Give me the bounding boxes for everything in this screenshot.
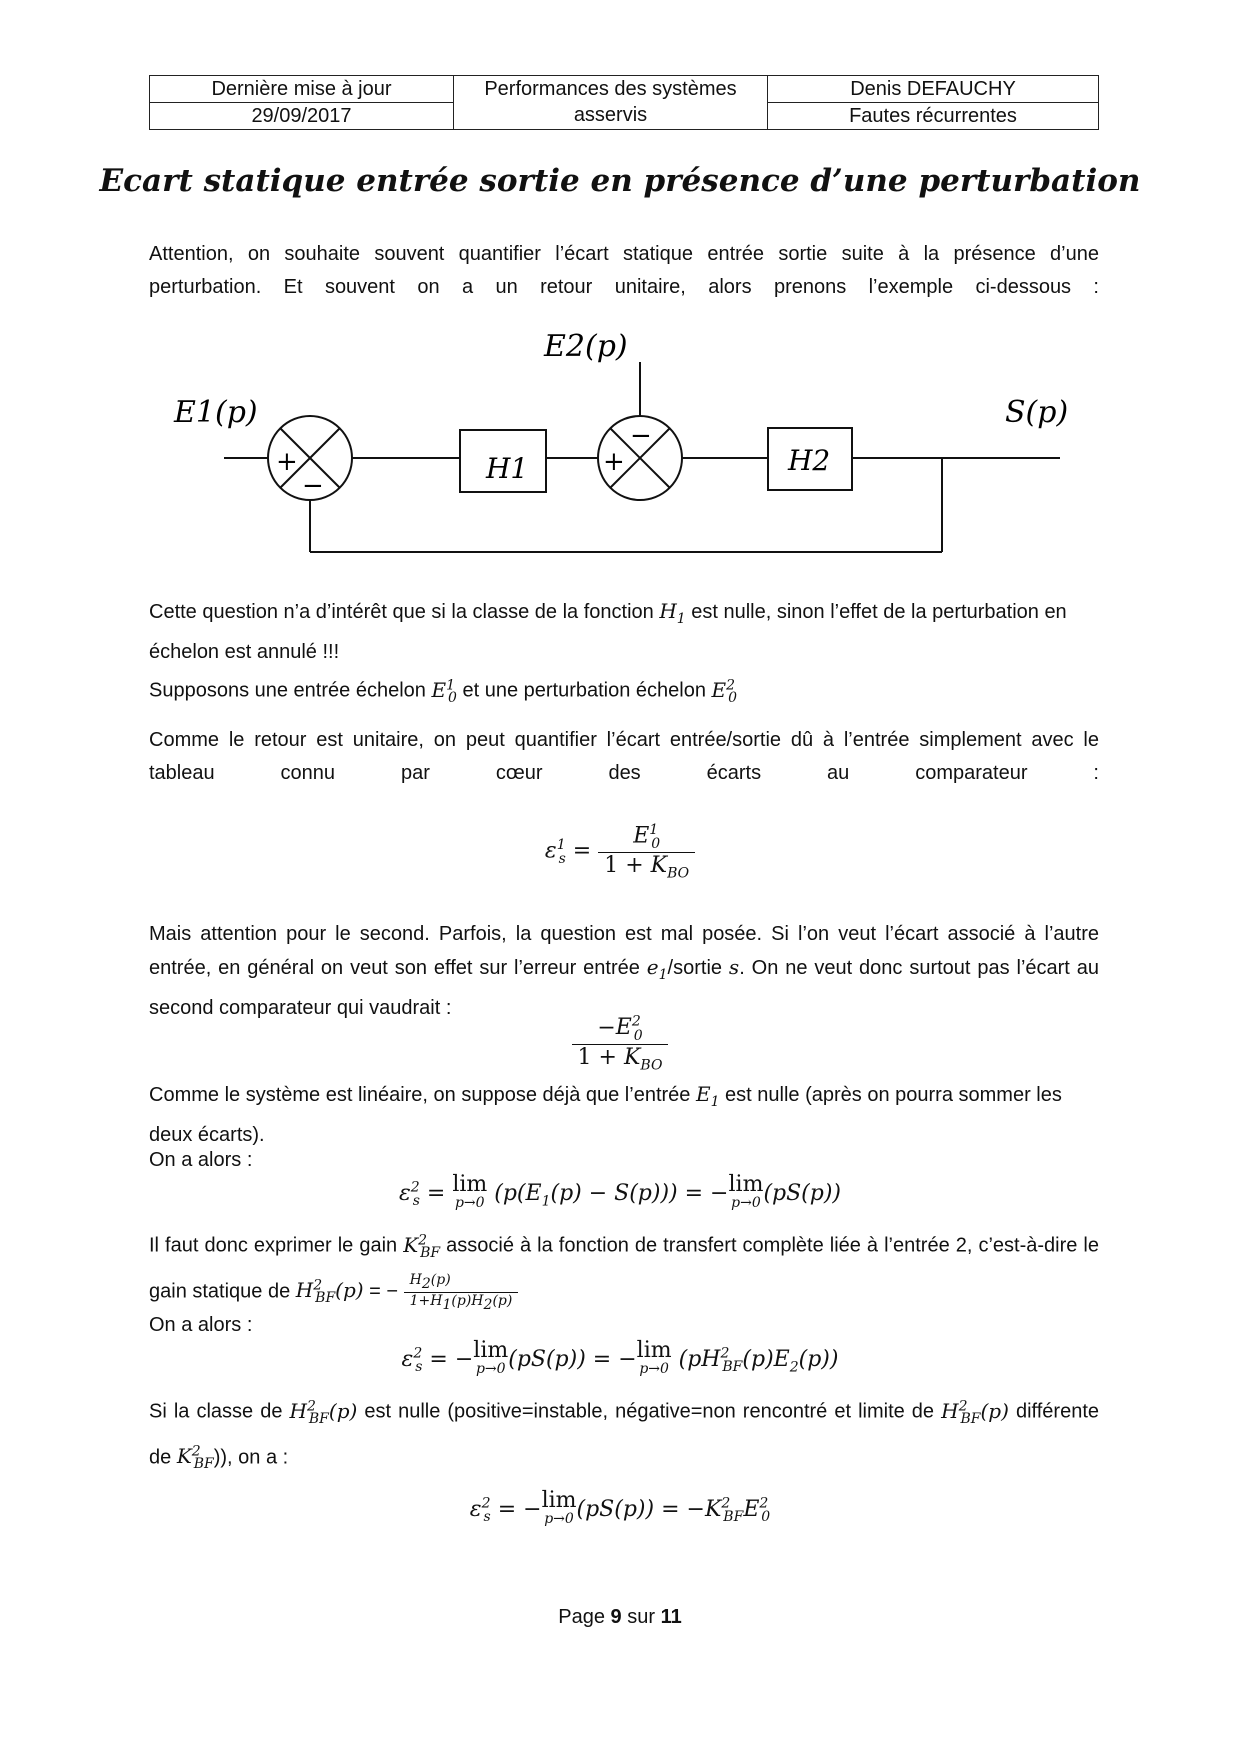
block2-label: H2 — [788, 444, 831, 477]
sum1-plus: + — [276, 447, 298, 477]
class-paragraph: Cette question n’a d’intérêt que si la classe de la fonction $H_1$ est nulle, sinon l’effet de la perturbation en échelon est annulé !!! Supposons une entrée échelon $E^1_0$ et une perturbation échelon $E^2_0$ — [149, 599, 1067, 706]
on-a-alors-2: On a alors : — [149, 1314, 253, 1336]
second-input-paragraph: Mais attention pour le second. Parfois, la question est mal posée. Si l’on veut l’écart associé à l’autre entrée, en général on veut son effet sur l’erreur entrée $e_1$/sortie s. On ne veut donc surtout pas l’écart au second comparateur qui vaudrait : — [149, 923, 1100, 1019]
section: Fautes récurrentes — [768, 103, 1099, 130]
unit-feedback-paragraph: Comme le retour est unitaire, on peut quantifier l’écart entrée/sortie dû à l’entrée simplement avec le tableau connu par cœur des écarts au comparateur : — [149, 729, 1099, 784]
equation-eps2-hbf: $\varepsilon^2_s = -\lim$ p→0 (pS(p)) = −lim p→0 $(pH^2_{BF}(p)E_2(p))$ — [401, 1338, 839, 1377]
page-footer: Page 9 sur 11 — [558, 1606, 682, 1628]
input-label: E1(p) — [174, 395, 258, 430]
last-update-label: Dernière mise à jour — [150, 76, 454, 103]
equation-eps1: $\varepsilon^1_s$ = $\frac{E^1_0}{1 + K_{BO}}$ — [0, 822, 1240, 881]
author: Denis DEFAUCHY — [768, 76, 1099, 103]
block1-label: H1 — [486, 452, 529, 485]
date: 29/09/2017 — [150, 103, 454, 130]
equation-second-comparator: $\frac{-E^2_0}{1 + K_{BO}}$ — [0, 1014, 1240, 1073]
sum2-plus: + — [603, 447, 625, 477]
equation-final: $\varepsilon^2_s = -\lim$ p→0 $(pS(p)) = -K^2_{BF}E^2_0$ — [469, 1488, 771, 1527]
perturbation-label: E2(p) — [544, 329, 628, 364]
linear-paragraph: Comme le système est linéaire, on suppose déjà que l’entrée $E_1$ est nulle (après on pourra sommer les deux écarts). — [149, 1082, 1062, 1146]
equation-eps2-lim: $\varepsilon^2_s = \lim$ p→0 $(p(E_1(p) - S(p))) = -\lim$ p→0 (pS(p)) — [398, 1172, 842, 1211]
sum1-minus: − — [302, 471, 324, 501]
block-diagram — [0, 0, 1240, 570]
page-title: Ecart statique entrée sortie en présence d’une perturbation — [99, 163, 1141, 199]
sum2-minus: − — [630, 421, 652, 451]
intro-paragraph: Attention, on souhaite souvent quantifier l’écart statique entrée sortie suite à la présence d’une perturbation. Et souvent on a un retour unitaire, alors prenons l’exemple ci-dessous : — [149, 243, 1099, 298]
on-a-alors-1: On a alors : — [149, 1149, 253, 1171]
gain-paragraph: Il faut donc exprimer le gain $K^2_{BF}$ associé à la fonction de transfert complète liée à l’entrée 2, c’est-à-dire le gain statique de $H^2_{BF}(p)$ = − $\frac{H_2(p)}{1+H_1(p)H_2(p)}$ — [149, 1232, 1099, 1313]
course-title: Performances des systèmes asservis — [454, 76, 768, 130]
class-condition-paragraph: Si la classe de $H^2_{BF}(p)$ est nulle (positive=instable, négative=non rencontré et limite de $H^2_{BF}(p)$ différente de $K^2_{BF}$)), on a : — [149, 1398, 1100, 1473]
output-label: S(p) — [1005, 395, 1069, 430]
